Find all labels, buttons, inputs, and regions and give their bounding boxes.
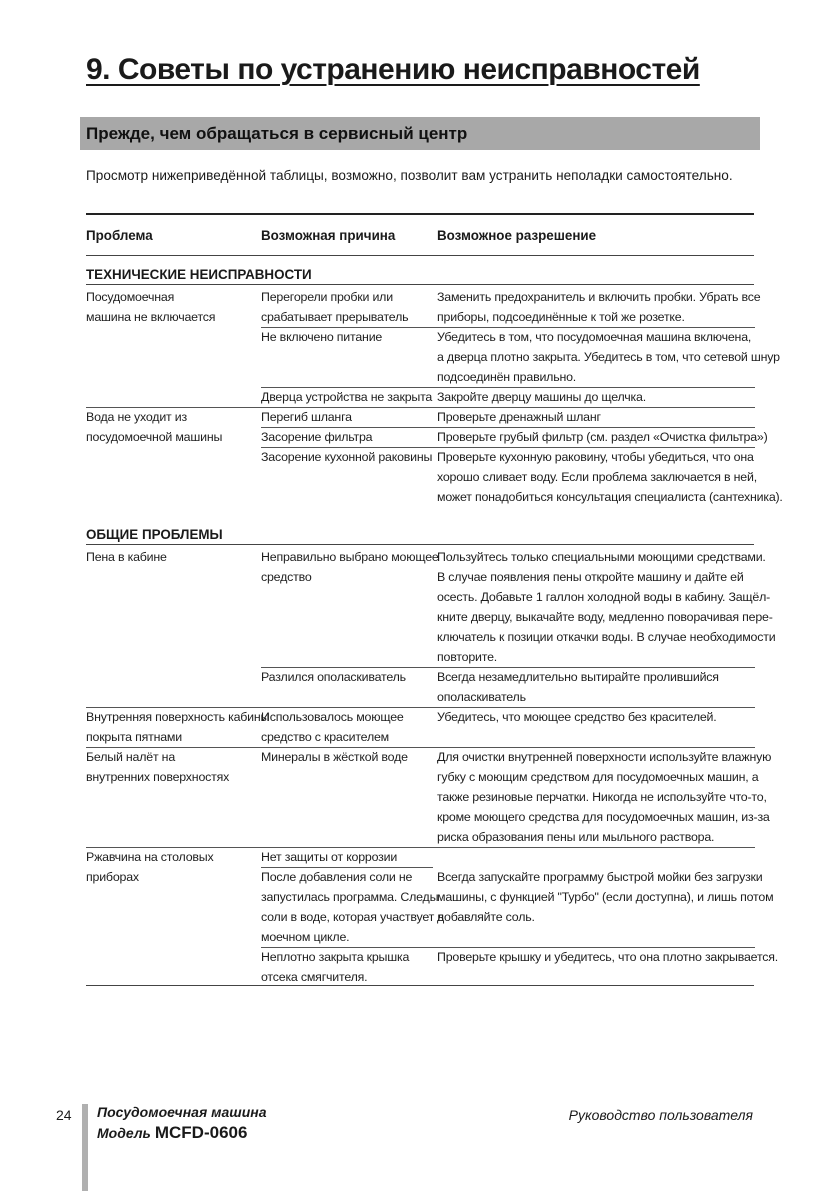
cause-cell-line: Перегиб шланга: [261, 410, 352, 424]
solution-cell-line: ополаскиватель: [437, 690, 526, 704]
problem-cell: [86, 747, 256, 787]
problem-cell-line: Посудомоечная: [86, 290, 175, 304]
cause-cell-line: соли в воде, которая участвует в: [261, 910, 444, 924]
cause-cell: [261, 447, 433, 467]
solution-cell-line: Всегда запускайте программу быстрой мойки без загрузки: [437, 870, 763, 884]
footer-accent-bar: [82, 1104, 88, 1191]
solution-cell-line: добавляйте соль.: [437, 910, 535, 924]
problem-cell-line: приборах: [86, 870, 139, 884]
solution-cell-line: хорошо сливает воду. Если проблема заключается в ней,: [437, 470, 757, 484]
footer-product-name: Посудомоечная машина: [97, 1104, 267, 1120]
solution-cell-line: Для очистки внутренней поверхности используйте влажную: [437, 750, 772, 764]
cause-cell: [261, 707, 433, 747]
header-cause: Возможная причина: [261, 228, 396, 243]
solution-cell-line: ключатель к позиции откачки воды. В случае необходимости: [437, 630, 776, 644]
solution-cell-line: а дверца плотно закрыта. Убедитесь в том, что сетевой шнур: [437, 350, 780, 364]
cause-cell-line: Не включено питание: [261, 330, 383, 344]
problem-cell-line: Вода не уходит из: [86, 410, 187, 424]
cause-cell: [261, 327, 433, 347]
problem-cell-line: Белый налёт на: [86, 750, 176, 764]
cause-cell-line: Нет защиты от коррозии: [261, 850, 398, 864]
page-number: 24: [56, 1107, 72, 1123]
problem-cell-line: Внутренняя поверхность кабины: [86, 710, 270, 724]
solution-cell: [437, 547, 776, 667]
solution-cell-line: Проверьте кухонную раковину, чтобы убедиться, что она: [437, 450, 754, 464]
solution-cell-line: приборы, подсоединённые к той же розетке.: [437, 310, 685, 324]
solution-cell-line: Проверьте крышку и убедитесь, что она плотно закрывается.: [437, 950, 779, 964]
footer-model-label: Модель: [97, 1125, 151, 1141]
cause-cell-line: Засорение фильтра: [261, 430, 373, 444]
solution-cell-line: также резиновые перчатки. Никогда не используйте что-то,: [437, 790, 767, 804]
solution-cell: [437, 327, 780, 387]
solution-cell-line: подсоединён правильно.: [437, 370, 577, 384]
cause-cell-line: Перегорели пробки или: [261, 290, 393, 304]
solution-cell-line: Проверьте дренажный шланг: [437, 410, 601, 424]
solution-cell-line: Пользуйтесь только специальными моющими средствами.: [437, 550, 766, 564]
cause-cell: [261, 667, 433, 687]
intro-text: Просмотр нижеприведённой таблицы, возможно, позволит вам устранить неполадки самостоятельно.: [86, 168, 733, 183]
cause-cell: [261, 407, 433, 427]
header-problem: Проблема: [86, 228, 153, 243]
section-banner: Прежде, чем обращаться в сервисный центр: [80, 117, 760, 150]
cause-cell-line: средство: [261, 570, 312, 584]
table-header-rule: [86, 255, 754, 256]
solution-cell-line: Проверьте грубый фильтр (см. раздел «Очистка фильтра»): [437, 430, 768, 444]
solution-cell-line: машины, с функцией "Турбо" (если доступна), и лишь потом: [437, 890, 774, 904]
solution-cell: [437, 747, 772, 847]
cause-cell-line: запустилась программа. Следы: [261, 890, 439, 904]
problem-cell: [86, 847, 256, 887]
solution-cell: [437, 667, 755, 707]
page-title: 9. Советы по устранению неисправностей: [86, 53, 700, 86]
problem-cell: [86, 287, 256, 327]
problem-cell-line: Пена в кабине: [86, 550, 167, 564]
cause-cell-line: Неплотно закрыта крышка: [261, 950, 410, 964]
cause-cell-line: Засорение кухонной раковины: [261, 450, 433, 464]
header-solution: Возможное разрешение: [437, 228, 597, 243]
solution-cell: [437, 287, 761, 327]
cause-cell-line: Разлился ополаскиватель: [261, 670, 406, 684]
cause-cell: [261, 847, 433, 867]
cause-cell-line: Использовалось моющее: [261, 710, 404, 724]
problem-cell: [86, 407, 256, 447]
problem-cell-line: посудомоечной машины: [86, 430, 223, 444]
cause-cell: [261, 287, 433, 327]
cause-cell: [261, 867, 444, 947]
solution-cell-line: кните дверцу, выкачайте воду, медленно поворачивая пере-: [437, 610, 773, 624]
footer-guide-title: Руководство пользователя: [568, 1107, 753, 1123]
solution-cell-line: Заменить предохранитель и включить пробки. Убрать все: [437, 290, 761, 304]
table-bottom-rule: [86, 985, 754, 986]
solution-cell: [437, 707, 755, 727]
solution-cell: [437, 447, 783, 507]
cause-cell: [261, 747, 433, 767]
problem-cell: [86, 707, 270, 747]
cause-cell: [261, 547, 439, 587]
solution-cell-line: Убедитесь в том, что посудомоечная машина включена,: [437, 330, 752, 344]
problem-cell-line: машина не включается: [86, 310, 216, 324]
solution-cell: [437, 387, 755, 407]
problem-cell-line: Ржавчина на столовых: [86, 850, 214, 864]
solution-cell-line: кроме моющего средства для посудомоечных машин, из-за: [437, 810, 770, 824]
cause-cell-line: После добавления соли не: [261, 870, 413, 884]
solution-cell-line: риска образования пены или мыльного раствора.: [437, 830, 715, 844]
cause-cell-line: отсека смягчителя.: [261, 970, 368, 984]
cause-cell: [261, 947, 433, 987]
solution-cell-line: осесть. Добавьте 1 галлон холодной воды в кабину. Защёл-: [437, 590, 771, 604]
cause-cell-line: Неправильно выбрано моющее: [261, 550, 439, 564]
solution-cell: [437, 427, 768, 447]
table-top-rule: [86, 213, 754, 215]
footer-model: [97, 1123, 247, 1144]
solution-cell: [437, 867, 774, 927]
group-title: ОБЩИЕ ПРОБЛЕМЫ: [86, 525, 754, 545]
problem-cell-line: внутренних поверхностях: [86, 770, 230, 784]
problem-cell: [86, 547, 256, 567]
solution-cell-line: Убедитесь, что моющее средство без красителей.: [437, 710, 717, 724]
solution-cell: [437, 407, 755, 427]
solution-cell-line: губку с моющим средством для посудомоечных машин, а: [437, 770, 759, 784]
cause-cell-line: срабатывает прерыватель: [261, 310, 409, 324]
cause-cell-line: Дверца устройства не закрыта: [261, 390, 433, 404]
solution-cell-line: может понадобиться консультация специалиста (сантехника).: [437, 490, 783, 504]
footer-model-value: MCFD-0606: [154, 1123, 248, 1142]
cause-cell: [261, 387, 433, 407]
solution-cell: [437, 947, 779, 967]
solution-cell-line: Закройте дверцу машины до щелчка.: [437, 390, 646, 404]
cause-cell: [261, 427, 433, 447]
cause-cell-line: средство с красителем: [261, 730, 389, 744]
solution-cell-line: повторите.: [437, 650, 498, 664]
cause-cell-line: Минералы в жёсткой воде: [261, 750, 408, 764]
problem-cell-line: покрыта пятнами: [86, 730, 182, 744]
group-title: ТЕХНИЧЕСКИЕ НЕИСПРАВНОСТИ: [86, 265, 754, 285]
solution-cell-line: Всегда незамедлительно вытирайте пролившийся: [437, 670, 719, 684]
cause-cell-line: моечном цикле.: [261, 930, 350, 944]
solution-cell-line: В случае появления пены откройте машину и дайте ей: [437, 570, 744, 584]
